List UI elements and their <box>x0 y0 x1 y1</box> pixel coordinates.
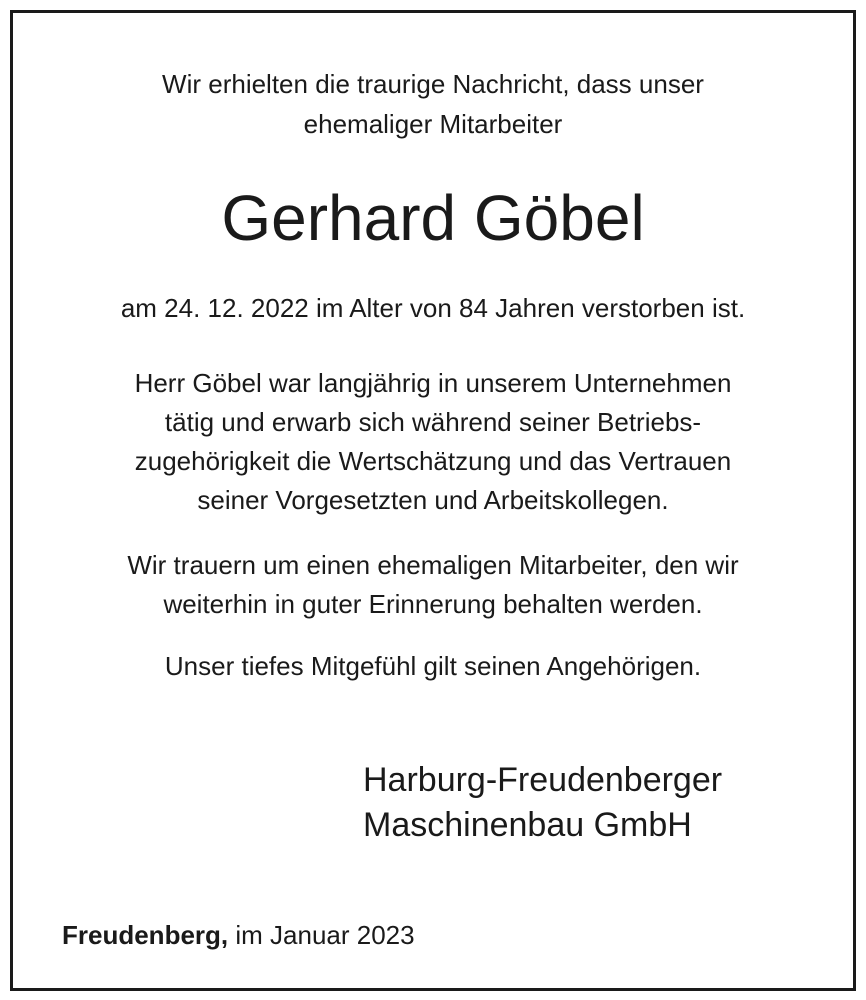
paragraph-tribute-line-3: zugehörigkeit die Wertschätzung und das Vertrauen <box>134 446 732 476</box>
intro-line-1: Wir erhielten die traurige Nachricht, dass unser <box>162 69 704 99</box>
paragraph-tribute-line-1: Herr Göbel war langjährig in unserem Unternehmen <box>134 368 732 398</box>
paragraph-tribute <box>13 364 853 520</box>
paragraph-tribute-line-4: seiner Vorgesetzten und Arbeitskollegen. <box>197 485 669 515</box>
obituary-frame <box>10 10 856 991</box>
paragraph-condolence: Unser tiefes Mitgefühl gilt seinen Angehörigen. <box>164 651 702 681</box>
company-signature-line-1: Harburg-Freudenberger <box>363 761 723 799</box>
place-date-line <box>62 916 415 955</box>
intro-line-2: ehemaliger Mitarbeiter <box>303 109 563 139</box>
paragraph-tribute-line-2: tätig und erwarb sich während seiner Betriebs- <box>164 407 702 437</box>
company-signature-line-2: Maschinenbau GmbH <box>363 806 692 844</box>
paragraph-mourning <box>13 546 853 624</box>
deceased-name: Gerhard Göbel <box>221 182 645 254</box>
death-date-line: am 24. 12. 2022 im Alter von 84 Jahren verstorben ist. <box>120 293 746 323</box>
place-date: im Januar 2023 <box>228 920 415 950</box>
paragraph-mourning-line-2: weiterhin in guter Erinnerung behalten werden. <box>163 589 703 619</box>
place-name: Freudenberg, <box>62 920 229 950</box>
paragraph-mourning-line-1: Wir trauern um einen ehemaligen Mitarbeiter, den wir <box>127 550 739 580</box>
company-signature <box>363 758 722 848</box>
